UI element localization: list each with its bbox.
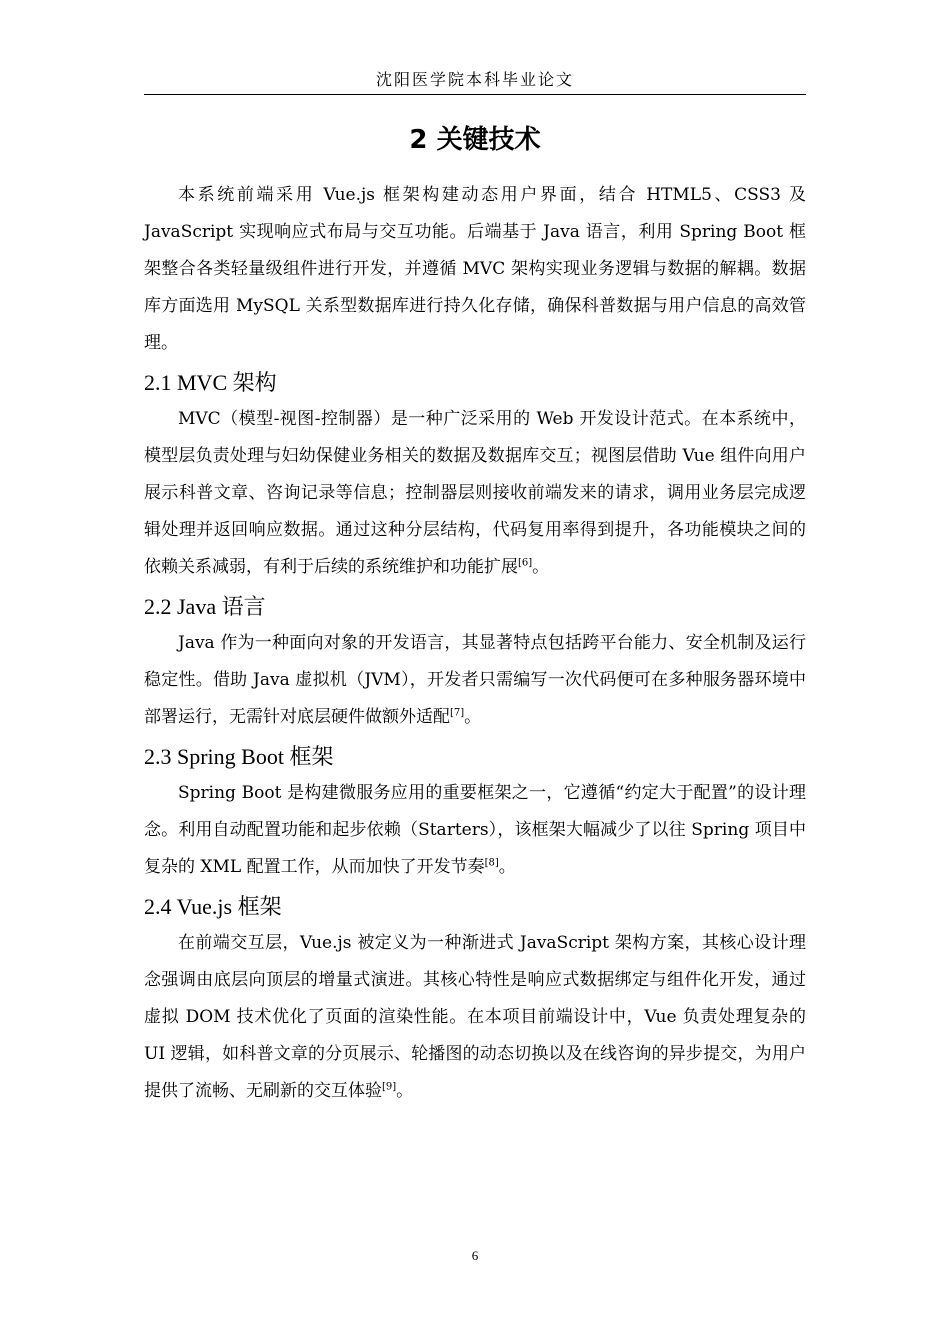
section-paragraph-java	[144, 625, 806, 736]
section-heading-spring-boot: 2.3 Spring Boot 框架	[144, 744, 334, 769]
paragraph-end: 。	[396, 1081, 414, 1101]
paragraph-text: MVC（模型-视图-控制器）是一种广泛采用的 Web 开发设计范式。在本系统中，模型层负责处理与妇幼保健业务相关的数据及数据库交互；视图层借助 Vue 组件向用户展示科普文章、咨询记录等信息；控制器层则接收前端发来的请求，调用业务层完成逻辑处理并返回响应数据。通过这种分层结构，代码复用率得到提升，各功能模块之间的依赖关系减弱，有利于后续的系统维护和功能扩展	[144, 409, 806, 577]
section-heading-java: 2.2 Java 语言	[144, 594, 266, 619]
paragraph-text: 在前端交互层，Vue.js 被定义为一种渐进式 JavaScript 架构方案，其核心设计理念强调由底层向顶层的增量式演进。其核心特性是响应式数据绑定与组件化开发，通过虚拟 DOM 技术优化了页面的渲染性能。在本项目前端设计中，Vue 负责处理复杂的 UI 逻辑，如科普文章的分页展示、轮播图的动态切换以及在线咨询的异步提交，为用户提供了流畅、无刷新的交互体验	[144, 933, 806, 1101]
main-content	[144, 177, 806, 1110]
chapter-title: 2 关键技术	[409, 125, 541, 155]
citation-9: [9]	[382, 1081, 397, 1093]
section-paragraph-vue	[144, 925, 806, 1110]
citation-8: [8]	[484, 857, 499, 869]
intro-paragraph: 本系统前端采用 Vue.js 框架构建动态用户界面，结合 HTML5、CSS3 及 JavaScript 实现响应式布局与交互功能。后端基于 Java 语言，利用 Spring Boot 框架整合各类轻量级组件进行开发，并遵循 MVC 架构实现业务逻辑与数据的解耦。数据库方面选用 MySQL 关系型数据库进行持久化存储，确保科普数据与用户信息的高效管理。	[144, 185, 806, 353]
paragraph-text: Java 作为一种面向对象的开发语言，其显著特点包括跨平台能力、安全机制及运行稳定性。借助 Java 虚拟机（JVM），开发者只需编写一次代码便可在多种服务器环境中部署运行，无需针对底层硬件做额外适配	[144, 633, 806, 727]
section-paragraph-spring-boot	[144, 775, 806, 886]
citation-6: [6]	[518, 557, 533, 569]
paragraph-text: Spring Boot 是构建微服务应用的重要框架之一，它遵循“约定大于配置”的设计理念。利用自动配置功能和起步依赖（Starters），该框架大幅减少了以往 Spring 项目中复杂的 XML 配置工作，从而加快了开发节奏	[144, 783, 806, 877]
paragraph-end: 。	[532, 557, 550, 577]
paragraph-end: 。	[464, 707, 482, 727]
paragraph-end: 。	[498, 857, 516, 877]
page-number: 6	[471, 1248, 479, 1263]
section-heading-vue: 2.4 Vue.js 框架	[144, 894, 282, 919]
page-header: 沈阳医学院本科毕业论文	[144, 70, 806, 95]
section-paragraph-mvc	[144, 401, 806, 586]
citation-7: [7]	[450, 707, 465, 719]
section-heading-mvc: 2.1 MVC 架构	[144, 370, 277, 395]
